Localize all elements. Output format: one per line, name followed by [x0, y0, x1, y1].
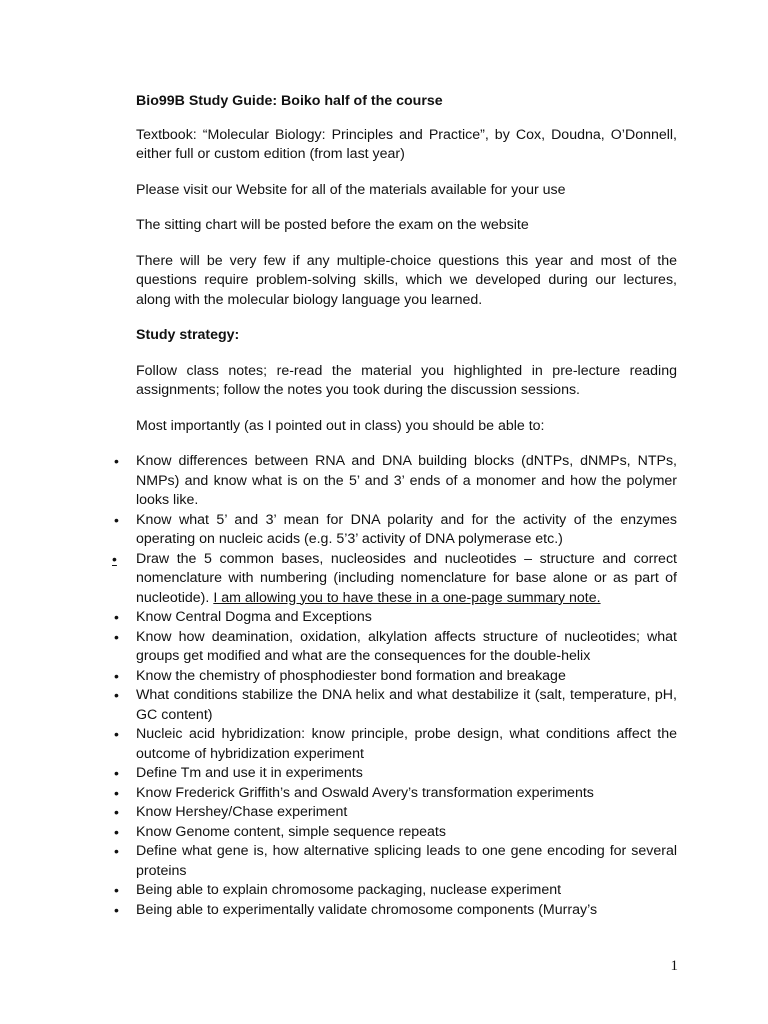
exam-format-paragraph: There will be very few if any multiple-choice questions this year and most of the questions require problem-solving skills, which we developed during our lectures, along with the molecular biology language you learned.: [136, 252, 677, 308]
list-item-text: Being able to experimentally validate chromosome components (Murray’s: [136, 901, 598, 918]
summary-note-allowance: I am allowing you to have these in a one-page summary note.: [213, 589, 601, 606]
bullet-icon: •: [114, 453, 119, 469]
bullet-icon: •: [114, 511, 119, 528]
list-item-text: Know Hershey/Chase experiment: [136, 804, 348, 820]
study-strategy-heading: Study strategy:: [136, 327, 240, 343]
list-item-text: Draw the 5 common bases, nucleosides and nucleotides – structure and correct nomenclature with numbering (including nomenclature for base alone or as part of nucleotide).: [136, 550, 677, 606]
bullet-icon: •: [114, 765, 119, 781]
bullet-icon: •: [114, 823, 119, 840]
textbook-paragraph: Textbook: “Molecular Biology: Principles and Practice”, by Cox, Doudna, O’Donnell, either full or custom edition (from last year): [136, 126, 677, 162]
list-item-text: Know Frederick Griffith’s and Oswald Avery’s transformation experiments: [136, 784, 594, 801]
bullet-icon: •: [114, 882, 119, 898]
list-item: [114, 823, 677, 843]
sitting-chart-paragraph: The sitting chart will be posted before the exam on the website: [136, 217, 529, 233]
list-item-text: Define Tm and use it in experiments: [136, 765, 363, 781]
bullet-icon: •: [112, 550, 117, 567]
list-item: [114, 881, 677, 901]
bullet-icon: •: [114, 667, 119, 684]
list-item-text: Know Genome content, simple sequence repeats: [136, 823, 446, 840]
list-item-text: Know the chemistry of phosphodiester bond formation and breakage: [136, 667, 566, 684]
bullet-icon: •: [114, 687, 119, 703]
list-item: [114, 784, 677, 804]
list-item: [114, 803, 677, 823]
list-item: [114, 842, 677, 881]
bullet-icon: •: [114, 843, 119, 859]
website-paragraph: Please visit our Website for all of the materials available for your use: [136, 181, 566, 198]
list-item-text: What conditions stabilize the DNA helix and what destabilize it (salt, temperature, pH, GC content): [136, 687, 677, 723]
list-item: [112, 550, 677, 609]
list-item-text: Know how deamination, oxidation, alkylation affects structure of nucleotides; what groups get modified and what are the consequences for the double-helix: [136, 628, 677, 664]
list-item: [114, 511, 677, 550]
most-importantly-paragraph: Most importantly (as I pointed out in class) you should be able to:: [136, 417, 545, 434]
document-title: Bio99B Study Guide: Boiko half of the course: [136, 93, 443, 109]
list-item: [114, 452, 677, 511]
list-item: [114, 667, 677, 687]
class-notes-paragraph: Follow class notes; re-read the material you highlighted in pre-lecture reading assignments; follow the notes you took during the discussion sessions.: [136, 362, 677, 398]
page-number: 1: [670, 958, 678, 974]
list-item-text: Know what 5’ and 3’ mean for DNA polarity and for the activity of the enzymes operating on nucleic acids (e.g. 5’3’ activity of DNA polymerase etc.): [136, 511, 677, 547]
list-item-text: Define what gene is, how alternative splicing leads to one gene encoding for several proteins: [136, 843, 677, 879]
bullet-icon: •: [114, 804, 119, 820]
list-item-text: Being able to explain chromosome packaging, nuclease experiment: [136, 882, 562, 898]
list-item: [114, 764, 677, 784]
list-item: [114, 628, 677, 667]
list-item-text: Know differences between RNA and DNA building blocks (dNTPs, dNMPs, NTPs, NMPs) and know what is on the 5’ and 3’ ends of a monomer and how the polymer looks like.: [136, 453, 677, 508]
list-item: [114, 901, 677, 921]
requirements-list: [112, 452, 677, 920]
bullet-icon: •: [114, 784, 119, 801]
list-item: [114, 686, 677, 725]
list-item-text: Nucleic acid hybridization: know principle, probe design, what conditions affect the outcome of hybridization experiment: [136, 726, 677, 762]
bullet-icon: •: [114, 609, 119, 625]
list-item: [114, 725, 677, 764]
document-body: [112, 92, 677, 920]
bullet-icon: •: [114, 901, 119, 918]
list-item-text: Know Central Dogma and Exceptions: [136, 609, 372, 625]
bullet-icon: •: [114, 726, 119, 742]
bullet-icon: •: [114, 628, 119, 645]
list-item: [114, 608, 677, 628]
